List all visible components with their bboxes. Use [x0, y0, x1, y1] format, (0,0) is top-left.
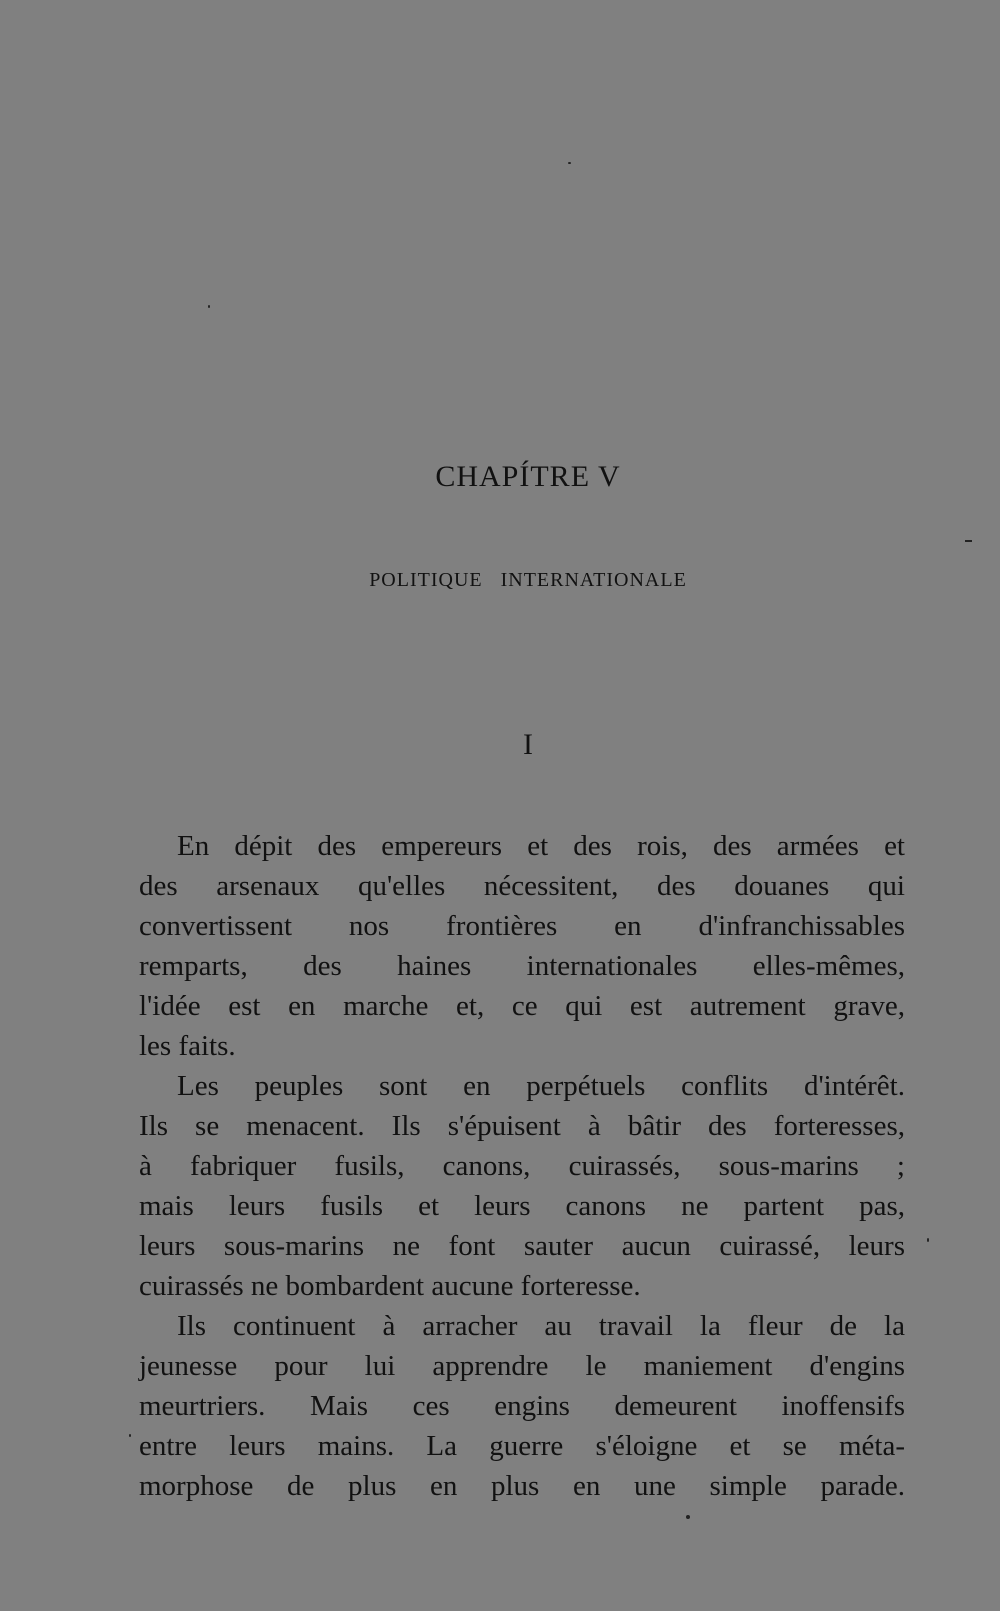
scan-speck — [965, 540, 972, 542]
chapter-subtitle: POLITIQUE INTERNATIONALE — [369, 569, 687, 591]
scan-speck — [927, 1238, 929, 1242]
text-line: cuirassés ne bombardent aucune forteresse. — [139, 1270, 641, 1302]
section-number: I — [523, 728, 533, 761]
text-line: Les peuples sont en perpétuels conflits d'intérêt. — [177, 1070, 905, 1102]
text-line: mais leurs fusils et leurs canons ne partent pas, — [139, 1190, 905, 1222]
text-line: des arsenaux qu'elles nécessitent, des douanes qui — [139, 870, 905, 902]
text-line: En dépit des empereurs et des rois, des armées et — [177, 830, 905, 862]
text-line: remparts, des haines internationales elles-mêmes, — [139, 950, 905, 982]
text-line: les faits. — [139, 1030, 236, 1062]
scan-speck — [208, 305, 210, 308]
paragraph-2 — [139, 1066, 905, 1306]
body-text — [139, 826, 905, 1506]
scan-speck — [686, 1515, 690, 1519]
text-line: convertissent nos frontières en d'infranchissables — [139, 910, 905, 942]
text-line: entre leurs mains. La guerre s'éloigne et se méta- — [139, 1430, 905, 1462]
text-line: jeunesse pour lui apprendre le maniement d'engins — [139, 1350, 905, 1382]
paragraph-1 — [139, 826, 905, 1066]
text-line: l'idée est en marche et, ce qui est autrement grave, — [139, 990, 905, 1022]
text-line: morphose de plus en plus en une simple parade. — [139, 1470, 905, 1502]
scan-speck — [129, 1434, 131, 1437]
text-line: à fabriquer fusils, canons, cuirassés, sous-marins ; — [139, 1150, 905, 1182]
text-line: Ils se menacent. Ils s'épuisent à bâtir des forteresses, — [139, 1110, 905, 1142]
text-line: meurtriers. Mais ces engins demeurent inoffensifs — [139, 1390, 905, 1422]
paragraph-3 — [139, 1306, 905, 1506]
text-line: Ils continuent à arracher au travail la fleur de la — [177, 1310, 905, 1342]
chapter-title: CHAPÍTRE V — [435, 460, 621, 493]
scan-speck — [568, 162, 571, 164]
text-line: leurs sous-marins ne font sauter aucun cuirassé, leurs — [139, 1230, 905, 1262]
